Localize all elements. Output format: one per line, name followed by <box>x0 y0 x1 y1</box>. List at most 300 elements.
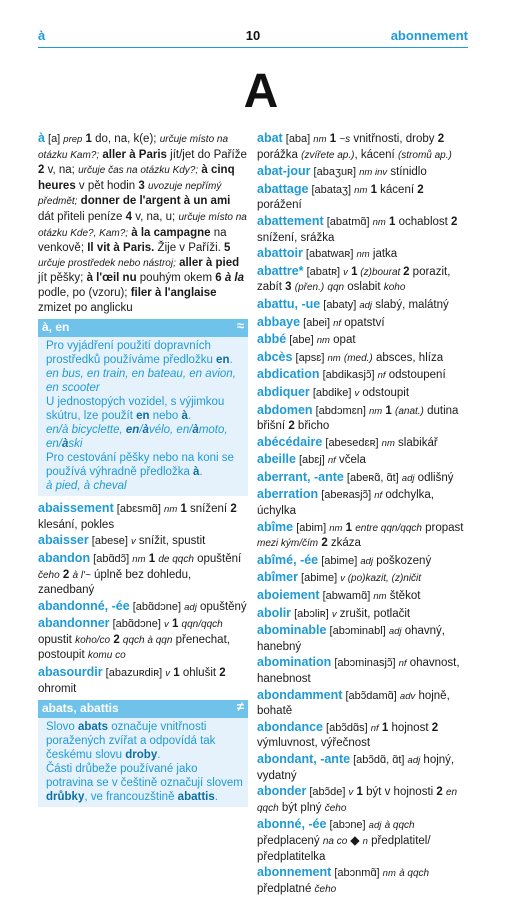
translation-text: hojný, vydatný <box>257 753 455 782</box>
part-of-speech: nf <box>374 490 383 502</box>
translation-text: v pět hodin <box>75 179 139 192</box>
translation-text: jatka <box>369 248 398 261</box>
sense-number: 1 <box>329 133 337 145</box>
part-of-speech: nm <box>327 352 341 364</box>
pronunciation: [abɔminasjɔ̃] <box>331 657 399 670</box>
dictionary-entry <box>257 570 470 587</box>
translation-text: výmluvnost, výřečnost <box>257 737 371 750</box>
headword: abcès <box>257 349 293 364</box>
dictionary-entry-a <box>38 131 248 315</box>
dictionary-entry <box>257 350 470 367</box>
pronunciation: [apsɛ] <box>292 351 328 364</box>
usage-note-example: en/à bicyclette, en/àvélo, en/àmoto, en/àski <box>46 424 228 451</box>
sense-number: ◆ <box>350 834 360 847</box>
dictionary-entry <box>257 688 470 719</box>
headword: abbaye <box>257 314 301 329</box>
usage-label: (zvířete ap.) <box>301 149 355 161</box>
translation-text: porážka <box>257 148 302 161</box>
part-of-speech: adj <box>407 754 421 766</box>
usage-label: určuje čas na otázku Kdy?; <box>78 165 199 177</box>
dictionary-entry <box>257 435 470 452</box>
usage-note-example: à pied, à cheval <box>46 480 127 493</box>
sense-number: 6 <box>215 272 222 285</box>
sense-number: 2 <box>288 420 295 433</box>
pronunciation: [abesedɛʀ] <box>322 436 382 449</box>
dictionary-entry <box>257 246 470 263</box>
dictionary-entry <box>257 367 470 384</box>
sense-number: 4 <box>125 210 132 223</box>
translation-text: odstoupit <box>359 386 410 399</box>
pronunciation: [abaʒuʀ] <box>310 166 360 179</box>
example-phrase: à l'œil nu <box>86 272 137 285</box>
translation-text: vnitřnosti, droby <box>350 133 438 145</box>
pronunciation: [abɔliʀ] <box>291 607 332 620</box>
dictionary-entry <box>38 501 248 532</box>
usage-label: určuje místo na otázku Kam?; <box>38 134 229 161</box>
sense-number: 1 <box>171 618 179 631</box>
part-of-speech: v <box>340 573 345 585</box>
example-phrase: donner de l'argent à un ami <box>80 195 231 208</box>
pronunciation: [abɔne] <box>326 819 369 832</box>
dictionary-entry <box>257 470 470 487</box>
pronunciation: [abɛsmɑ̃] <box>113 503 165 516</box>
usage-label: (přen.) <box>294 282 325 294</box>
translation-text: do, na, k(e); <box>91 133 160 145</box>
headword: abandonné, -ée <box>38 598 130 613</box>
usage-note-paragraph: Slovo abats označuje vnitřnosti poražených zvířat a odpovídá tak českému slovu droby. <box>46 721 216 762</box>
sense-number: 2 <box>321 537 328 550</box>
translation-text: opat <box>329 334 356 347</box>
example-phrase: à la campagne <box>131 226 211 239</box>
dictionary-entry <box>257 520 470 552</box>
part-of-speech: nm <box>313 134 327 145</box>
translation-text: ohlušit <box>179 667 220 680</box>
pronunciation: [abime] <box>298 572 341 585</box>
headword: abondant, -ante <box>257 751 351 766</box>
pronunciation: [abɔnmɑ̃] <box>331 867 383 880</box>
part-of-speech: nf <box>377 370 386 382</box>
usage-label: čeho <box>38 569 60 581</box>
right-column <box>257 131 470 898</box>
translation-text: porazit, zabít <box>257 265 451 294</box>
sense-number: 1 <box>351 265 358 278</box>
translation-text: v, na; <box>44 164 79 177</box>
sense-number: 1 <box>148 552 156 565</box>
part-of-speech: v <box>348 787 354 799</box>
headword: abeille <box>257 452 296 467</box>
page-header <box>38 28 468 48</box>
sense-number: 2 <box>113 633 120 646</box>
usage-label: ~s <box>339 134 351 145</box>
headword: abominable <box>257 623 327 638</box>
headword: abattu, -ue <box>257 296 321 311</box>
pronunciation: [abime] <box>318 554 361 567</box>
translation-text: zkáza <box>327 537 361 550</box>
sense-number: 1 <box>370 183 377 196</box>
pronunciation: [abazuʀdiʀ] <box>102 667 166 680</box>
headword: abbé <box>257 332 287 347</box>
pronunciation: [abɔ̃de] <box>306 786 349 799</box>
translation-text: opuštěný <box>196 600 247 613</box>
translation-text: břicho <box>294 420 330 433</box>
example-phrase: aller à pied <box>179 256 240 269</box>
usage-note-paragraph: Pro vyjádření použití dopravních prostředků používáme předložku en. <box>46 340 233 367</box>
sense-number: 2 <box>219 667 226 680</box>
translation-text: snížit, spustit <box>135 535 206 548</box>
header-last-word: abonnement <box>390 28 468 43</box>
part-of-speech: adj <box>359 299 373 311</box>
translation-text: v, na, u; <box>132 210 179 223</box>
usage-label: entre qqn/qqch <box>355 522 422 534</box>
usage-label: de qqch <box>158 553 194 565</box>
part-of-speech: adj <box>368 820 382 832</box>
part-of-speech: adv <box>399 690 416 702</box>
dictionary-entry <box>257 164 470 181</box>
usage-note-paragraph: U jednostopých vozidel, s výjimkou skútru, lze použít en nebo à. <box>46 396 225 423</box>
dictionary-entry <box>257 553 470 570</box>
part-of-speech: nm <box>356 249 370 261</box>
usage-label: (anat.) <box>394 405 424 417</box>
part-of-speech: nm <box>368 405 383 417</box>
example-phrase: filer à l'anglaise <box>130 286 217 299</box>
usage-label: à qqch <box>384 820 415 832</box>
usage-note-paragraph: Části drůbeže používané jako potravina se v češtině označují slovem drůbky, ve francouzštině abattis. <box>46 763 243 804</box>
headword: aberration <box>257 487 319 502</box>
translation-text: ohavný, hanebný <box>257 625 446 653</box>
translation-text: dát přiteli peníze <box>38 210 126 223</box>
usage-label: (z)bourat <box>357 266 404 278</box>
part-of-speech: nm <box>164 504 178 516</box>
translation-text: Žije v Paříži. <box>154 242 225 255</box>
headword: abandonner <box>38 616 110 631</box>
dictionary-entry <box>257 214 470 245</box>
pronunciation: [abɔ̃dɑ̃s] <box>323 721 371 734</box>
pronunciation: [abdɔmɛn] <box>312 404 369 417</box>
pronunciation: [abim] <box>293 521 330 534</box>
headword: abonnement <box>257 865 332 880</box>
pronunciation: [abɔminabl] <box>326 625 389 638</box>
translation-text: zrušit, potlačit <box>336 607 411 620</box>
translation-text: kácení <box>376 183 418 196</box>
dictionary-entry <box>38 533 248 550</box>
usage-label: qqn/qqch <box>181 619 223 631</box>
headword: aboiement <box>257 588 320 603</box>
dictionary-entry <box>257 487 470 518</box>
usage-note-example: en bus, en train, en bateau, en avion, en scooter <box>46 368 236 395</box>
usage-label: uvozuje nepřímý předmět; <box>38 180 222 208</box>
usage-note-abats <box>38 700 248 807</box>
example-phrase: à cinq heures <box>38 164 235 192</box>
usage-note-body <box>38 718 248 807</box>
translation-text: přenechat, postoupit <box>38 633 230 662</box>
translation-text: ohavnost, hanebnost <box>257 657 460 685</box>
part-of-speech: v <box>343 266 348 278</box>
sense-number: 1 <box>85 133 92 145</box>
dictionary-entry <box>257 315 470 332</box>
sense-number: 2 <box>230 503 237 516</box>
usage-label: koho <box>383 282 406 294</box>
translation-text: pouhým okem <box>136 272 216 285</box>
part-of-speech: nm <box>373 591 387 603</box>
translation-text: hojnost <box>388 721 432 734</box>
dictionary-entry <box>257 332 470 349</box>
pronunciation: [abɛj] <box>295 454 328 467</box>
sense-number: 3 <box>138 179 145 192</box>
part-of-speech: adj <box>360 555 374 567</box>
headword: abonder <box>257 784 307 799</box>
part-of-speech: nf <box>398 658 407 670</box>
usage-label: mezi kým/čím <box>257 538 319 550</box>
headword: abondamment <box>257 687 343 702</box>
sense-number: 2 <box>403 265 410 278</box>
translation-text: oslabit <box>344 281 384 294</box>
headword: abdication <box>257 367 320 382</box>
translation-text: dutina břišní <box>257 404 459 433</box>
translation-text: jít pěšky; <box>38 272 87 285</box>
dictionary-entry <box>257 623 470 654</box>
headword: abdiquer <box>257 384 310 399</box>
pronunciation: [a] <box>44 133 64 145</box>
usage-label: (po)kazit, (z)ničit <box>344 573 422 585</box>
part-of-speech: adj <box>388 626 402 638</box>
approx-icon: ≈ <box>236 318 244 334</box>
headword: abécédaire <box>257 434 323 449</box>
part-of-speech: nm inv <box>359 167 388 179</box>
translation-text: slabikář <box>394 436 438 449</box>
headword: abattement <box>257 213 324 228</box>
usage-note-paragraph: Pro cestování pěšky nebo na koni se používá výhradně předložka à. <box>46 452 234 479</box>
sense-number: 2 <box>431 721 439 734</box>
translation-text: opustit <box>38 633 76 646</box>
page-number: 10 <box>245 28 261 43</box>
headword: abasourdir <box>38 665 103 680</box>
pronunciation: [abɑ̃dɔne] <box>129 600 185 613</box>
usage-note-title-text: à, en <box>42 320 70 335</box>
headword: abaissement <box>38 501 114 516</box>
part-of-speech: nf <box>370 722 379 734</box>
part-of-speech: nm <box>132 553 146 565</box>
headword: abondance <box>257 719 323 734</box>
pronunciation: [abɔ̃damɑ̃] <box>342 689 400 702</box>
part-of-speech: nm <box>316 335 330 347</box>
translation-text: odstoupení <box>385 369 446 382</box>
usage-label: à l'~ <box>72 569 91 581</box>
not-equal-icon: ≠ <box>236 699 244 715</box>
headword: aberrant, -ante <box>257 469 344 484</box>
usage-label: komu co <box>87 650 126 662</box>
pronunciation: [abeʀɑ̃, ɑ̃t] <box>343 471 402 484</box>
pronunciation: [aba] <box>282 133 314 145</box>
part-of-speech: nm <box>329 522 343 534</box>
usage-label: na co <box>322 835 348 847</box>
part-of-speech: v <box>331 608 337 620</box>
headword: abonné, -ée <box>257 817 327 832</box>
pronunciation: [abwamɑ̃] <box>319 590 374 603</box>
headword: abolir <box>257 605 292 620</box>
translation-text: opatství <box>341 316 385 329</box>
usage-label: (stromů ap.) <box>397 149 452 161</box>
dictionary-entry <box>257 655 470 686</box>
pronunciation: [abaty] <box>320 298 360 311</box>
pronunciation: [abe] <box>286 334 317 347</box>
usage-note-title <box>38 700 248 718</box>
usage-label: en qqch <box>257 787 458 814</box>
translation-text: odlišný <box>414 471 454 484</box>
headword: abdomen <box>257 402 313 417</box>
translation-text: včela <box>335 454 366 467</box>
translation-text: hojně, bohatě <box>257 689 450 718</box>
part-of-speech: v <box>165 668 171 680</box>
sense-number: 2 <box>417 183 424 196</box>
dictionary-entry <box>257 784 470 816</box>
dictionary-entry <box>257 865 470 897</box>
headword: abîmé, -ée <box>257 552 319 567</box>
pronunciation: [abeʀasjɔ̃] <box>318 489 375 502</box>
translation-text: ohromit <box>38 682 77 695</box>
translation-text: zmizet po anglicku <box>38 301 133 314</box>
usage-note-a-en <box>38 319 248 496</box>
dictionary-entry <box>38 551 248 598</box>
dictionary-entry <box>257 403 470 434</box>
translation-text: snížení <box>186 503 231 516</box>
dictionary-entry <box>257 131 470 163</box>
dictionary-entry <box>257 182 470 213</box>
translation-text: být plný <box>278 801 325 814</box>
usage-note-title <box>38 319 248 337</box>
headword: abat-jour <box>257 164 311 179</box>
dictionary-entry <box>38 616 248 664</box>
sense-number: 2 <box>437 133 445 145</box>
header-first-word: à <box>38 28 46 43</box>
translation-text: porážení <box>257 199 302 212</box>
translation-text: poškozený <box>373 554 432 567</box>
translation-text: jít/jet do Paříže <box>166 148 247 161</box>
translation-text: slabý, malátný <box>372 298 449 311</box>
sense-number: 1 <box>385 404 392 417</box>
part-of-speech: nm <box>372 216 386 228</box>
translation-text: na venkově; <box>38 226 227 255</box>
headword: abattoir <box>257 246 303 261</box>
sense-number: 3 <box>285 281 292 294</box>
translation-text: absces, hlíza <box>372 351 444 364</box>
sense-number: 1 <box>180 503 187 516</box>
usage-label: určuje místo na otázku Kde?, Kam?; <box>38 211 247 239</box>
pronunciation: [abdike] <box>309 386 355 399</box>
usage-label: qqn <box>327 282 345 294</box>
pronunciation: [abei] <box>300 316 334 329</box>
sense-number: 1 <box>173 667 180 680</box>
dictionary-entry <box>257 588 470 605</box>
part-of-speech: n <box>362 835 368 847</box>
pronunciation: [abataʒ] <box>308 183 355 196</box>
dictionary-entry <box>257 720 470 751</box>
usage-label: koho/co <box>75 634 111 646</box>
translation-text: být v hojnosti <box>362 786 437 799</box>
pronunciation: [abdikasjɔ̃] <box>319 369 378 382</box>
headword: abîmer <box>257 570 298 585</box>
sense-number: 2 <box>62 568 70 581</box>
headword: abattre* <box>257 263 304 278</box>
headword: abattage <box>257 181 309 196</box>
part-of-speech: v <box>163 619 169 631</box>
sense-number: 1 <box>356 786 363 799</box>
translation-text: opuštění <box>193 552 242 565</box>
headword: abaisser <box>38 533 89 548</box>
part-of-speech: v <box>354 387 360 399</box>
pronunciation: [abatʀ] <box>303 265 344 278</box>
usage-label: à qqch <box>399 868 430 880</box>
dictionary-entry <box>257 297 470 314</box>
translation-text: snížení, srážka <box>257 231 335 244</box>
headword: abomination <box>257 655 332 670</box>
header-rule <box>38 47 468 48</box>
dictionary-entry <box>257 817 470 864</box>
pronunciation: [abatmɑ̃] <box>323 215 373 228</box>
translation-text: ochablost <box>395 215 452 228</box>
translation-text: předplatitel/ předplatitelka <box>257 834 431 863</box>
sense-number: 5 <box>224 242 231 255</box>
sense-number: 1 <box>389 215 396 228</box>
usage-label: (med.) <box>343 352 373 364</box>
example-phrase: aller à Paris <box>102 148 167 161</box>
usage-label: čeho <box>314 883 337 895</box>
translation-text: předplacený <box>257 834 323 847</box>
translation-text: propast <box>421 521 464 534</box>
dictionary-entry <box>257 606 470 623</box>
part-of-speech: nm <box>381 437 395 449</box>
pronunciation: [abatwaʀ] <box>302 248 357 261</box>
sense-number: 1 <box>381 721 389 734</box>
part-of-speech: nf <box>333 317 342 329</box>
headword: à <box>38 131 45 145</box>
sense-number: 2 <box>38 164 45 177</box>
headword: abat <box>257 131 283 145</box>
part-of-speech: v <box>130 536 136 548</box>
pronunciation: [abɑ̃dɔ̃] <box>90 552 133 565</box>
dictionary-entry <box>38 599 248 616</box>
example-phrase: Il vit à Paris. <box>87 242 155 255</box>
part-of-speech: nm <box>354 184 368 196</box>
dictionary-entry <box>257 452 470 469</box>
part-of-speech: prep <box>63 134 83 145</box>
section-letter: A <box>243 65 279 118</box>
translation-text: úplně bez dohledu, zanedbaný <box>38 568 192 597</box>
example-phrase: à la <box>224 272 245 285</box>
dictionary-entry <box>257 264 470 296</box>
translation-text: odchylka, úchylka <box>257 489 434 518</box>
translation-text: předplatné <box>257 882 315 895</box>
part-of-speech: adj <box>184 601 197 613</box>
dictionary-entry <box>257 385 470 402</box>
part-of-speech: nm <box>382 868 396 880</box>
headword: abandon <box>38 550 91 565</box>
left-column <box>38 131 248 812</box>
sense-number: 2 <box>436 786 443 799</box>
left-entry-list <box>38 501 248 696</box>
usage-note-title-text: abats, abattis <box>42 701 119 716</box>
usage-label: čeho <box>324 802 347 814</box>
translation-text: klesání, pokles <box>38 518 115 531</box>
translation-text: stínidlo <box>387 166 427 179</box>
part-of-speech: adj <box>401 472 415 484</box>
pronunciation: [abɔ̃dɑ̃, ɑ̃t] <box>350 753 408 766</box>
dictionary-entry <box>257 752 470 783</box>
translation-text: štěkot <box>386 590 421 603</box>
dictionary-entry <box>38 665 248 696</box>
part-of-speech: nf <box>327 455 336 467</box>
sense-number: 1 <box>345 521 353 534</box>
translation-text: podle, po (vzoru); <box>38 286 131 299</box>
